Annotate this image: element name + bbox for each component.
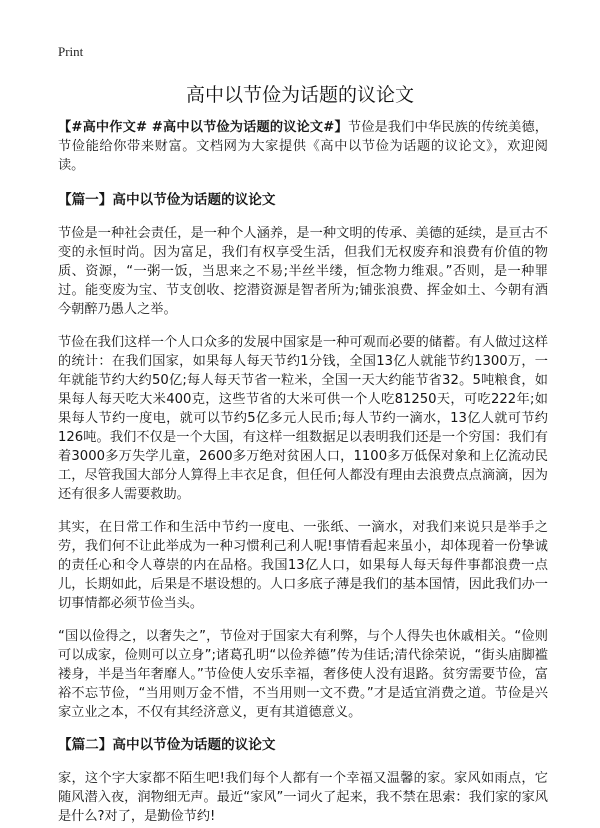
section-title: 高中以节俭为话题的议论文: [112, 192, 276, 208]
section-2-paragraph-1: 家，这个字大家都不陌生吧!我们每个人都有一个幸福又温馨的家。家风如雨点，它随风潜入夜，润物细无声。最近“家风”一词火了起来，我不禁在思索：我们家的家风是什么?对了，是勤俭节约!: [58, 771, 548, 824]
page-title: 高中以节俭为话题的议论文: [185, 84, 414, 106]
section-title: 高中以节俭为话题的议论文: [112, 737, 276, 753]
section-1-paragraph-1: 节俭是一种社会责任，是一种个人涵养，是一种文明的传承、美德的延续，是亘古不变的永恒时尚。因为富足，我们有权享受生活，但我们无权废弃和浪费有价值的物质、资源，“一粥一饭，当思来之不易;半丝半缕，恒念物力维艰。”否则，是一种罪过。能变废为宝、节支创收、挖潜资源是智者所为;铺张浪费、挥金如土、今朝有酒今朝醉乃愚人之举。: [58, 226, 548, 317]
section-heading-2: [58, 736, 548, 755]
intro-tags: 【#高中作文# #高中以节俭为话题的议论文#】: [58, 120, 348, 135]
print-label: Print: [58, 44, 84, 59]
intro-text: 节俭是我们中华民族的传统美德，节俭能给你带来财富。文档网为大家提供《高中以节俭为话题的议论文》，欢迎阅读。: [58, 120, 548, 173]
section-1-paragraph-2: 节俭在我们这样一个人口众多的发展中国家是一种可观而必要的储蓄。有人做过这样的统计：在我们国家，如果每人每天节约1分钱，全国13亿人就能节约1300万，一年就能节约大约50亿;每人每天节省一粒米，全国一天大约能节省32。5吨粮食，如果每人每天吃大米400克，这些节省的大米可供一个人吃81250天，可吃222年;如果每人节约一度电，就可以节约5亿多元人民币;每人节约一滴水，13亿人就可节约126吨。我们不仅是一个大国，有这样一组数据足以表明我们还是一个穷国：我们有着3000多万失学儿童，2600多万绝对贫困人口，1100多万低保对象和上亿流动民工，尽管我国大部分人算得上丰衣足食，但任何人都没有理由去浪费点点滴滴，因为还有很多人需要救助。: [58, 335, 548, 502]
intro-paragraph: [58, 118, 548, 175]
section-1-paragraph-4: “国以俭得之，以奢失之”，节俭对于国家大有利弊，与个人得失也休戚相关。“俭则可以成家，俭则可以立身”;诸葛孔明“以俭养德”传为佳话;清代徐荣说，“街头庙脚褴褛身，半是当年奢靡人。”节俭使人安乐幸福，奢侈使人没有退路。贫穷需要节俭，富裕不忘节俭，“当用则万金不惜，不当用则一文不费。”才是适宜消费之道。节俭是兴家立业之本，不仅有其经济意义，更有其道德意义。: [58, 629, 548, 720]
section-1-paragraph-3: 其实，在日常工作和生活中节约一度电、一张纸、一滴水，对我们来说只是举手之劳，我们何不让此举成为一种习惯利己利人呢!事情看起来虽小，却体现着一份挚诚的责任心和令人尊崇的内在品格。我国13亿人口，如果每人每天每件事都浪费一点儿，长期如此，后果是不堪设想的。人口多底子薄是我们的基本国情，因此我们办一切事情都必须节俭当头。: [58, 520, 548, 611]
section-heading-1: [58, 191, 548, 210]
article-body: [58, 118, 548, 828]
section-marker: 【篇一】: [58, 192, 113, 208]
section-marker: 【篇二】: [58, 737, 113, 753]
